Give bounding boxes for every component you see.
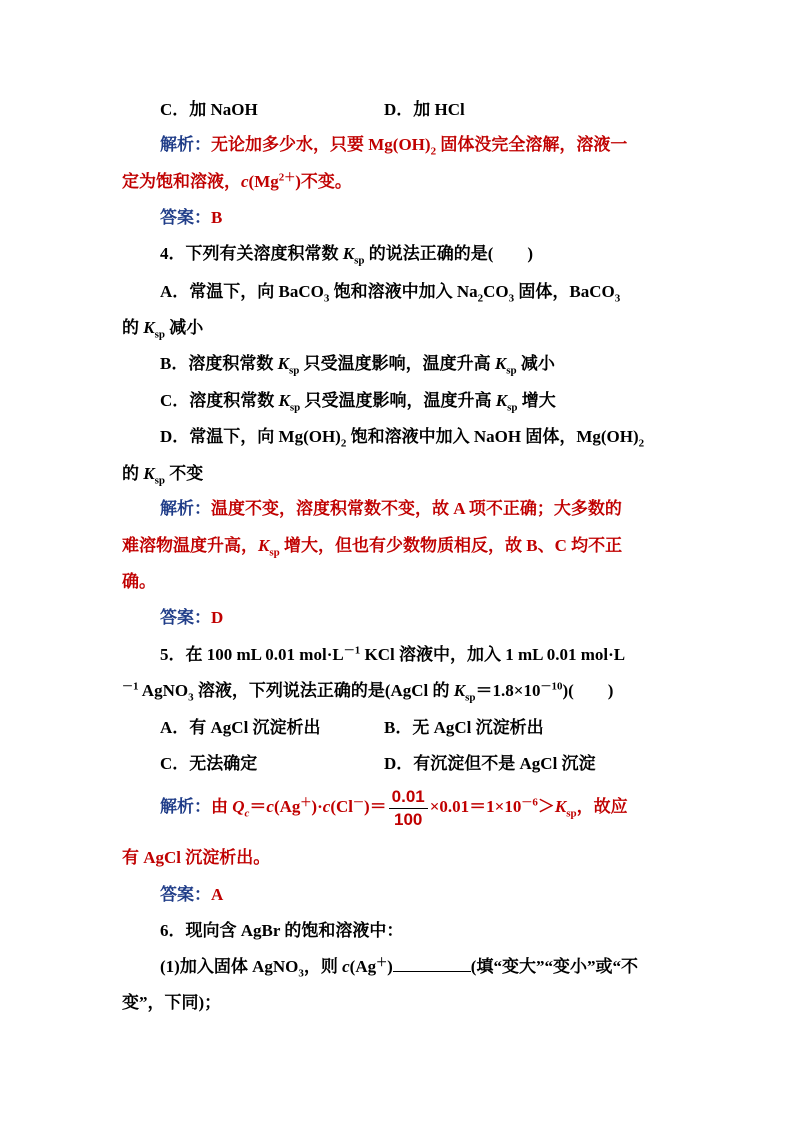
answer-value: B (211, 208, 223, 227)
q4-analysis-line3: 确。 (122, 572, 156, 591)
fraction: $\frac{0.01}{100}$ (389, 786, 428, 831)
q5-answer: 答案：A (160, 885, 224, 904)
q4-analysis-line1: 解析：温度不变，溶度积常数不变，故 A 项不正确；大多数的 (160, 499, 622, 518)
q6-part1-line2: 变”，下同)； (122, 993, 222, 1012)
q6-stem: 6．现向含 AgBr 的饱和溶液中： (160, 921, 404, 940)
q5-analysis-line1: 解析：由 $Q_c=c(Ag^+)\cdot c(Cl^-)=$ $\frac{0.01}{100}$ $\times 0.01=1\times 10^{-6}>K_{sp}$，故应 (160, 786, 628, 829)
q5-stem-line2: $^{-1}$ AgNO$_3$ 溶液，下列说法正确的是(AgCl 的 $K_{sp}=1.8\times 10^{-10}$)( ) (122, 680, 614, 704)
q5-analysis-line2: 有 AgCl 沉淀析出。 (122, 848, 271, 867)
q4-stem: 4．下列有关溶度积常数 $K_{sp}$ 的说法正确的是( ) (160, 244, 534, 267)
q3-option-c: C．加 NaOH (160, 100, 258, 119)
q6-part1-line1: (1)加入固体 AgNO$_3$，则 c(Ag＋) (填“变大”“变小”或“不 (160, 956, 638, 980)
q4-option-a-line2: 的 $K_{sp}$ 减小 (122, 318, 204, 341)
q4-option-a-line1: A．常温下，向 BaCO$_3$ 饱和溶液中加入 $Na_2CO_3$ 固体，BaCO$_3$ (160, 282, 621, 305)
q4-answer: 答案：D (160, 608, 224, 627)
answer-label: 答案： (160, 208, 211, 227)
q5-option-b: B．无 AgCl 沉淀析出 (384, 718, 544, 737)
q4-analysis-line2: 难溶物温度升高，$K_{sp}$ 增大，但也有少数物质相反，故 B、C 均不正 (122, 536, 623, 559)
q3-option-d: D．加 HCl (384, 100, 465, 119)
q5-option-d: D．有沉淀但不是 AgCl 沉淀 (384, 754, 596, 773)
q5-option-a: A．有 AgCl 沉淀析出 (160, 718, 321, 737)
q4-option-b: B．溶度积常数 $K_{sp}$ 只受温度影响，温度升高 $K_{sp}$ 减小 (160, 354, 555, 377)
q4-option-c: C．溶度积常数 $K_{sp}$ 只受温度影响，温度升高 $K_{sp}$ 增大 (160, 391, 556, 414)
q5-option-c: C．无法确定 (160, 754, 258, 773)
q5-stem-line1: 5．在 100 mL 0.01 $mol\cdot L^{-1}$ KCl 溶液中，加入 1 mL 0.01 mol·L (160, 644, 626, 664)
q4-option-d-line2: 的 $K_{sp}$ 不变 (122, 464, 204, 487)
answer-blank[interactable] (393, 957, 471, 972)
q3-answer (160, 206, 222, 230)
q4-option-d-line1: D．常温下，向 $Mg(OH)_2$ 饱和溶液中加入 NaOH 固体，$Mg(OH)_2$ (160, 427, 645, 450)
q3-analysis-line1: 解析：无论加多少水，只要 $Mg(OH)_2$ 固体没完全溶解，溶液一 (160, 135, 628, 158)
q3-analysis-line2: 定为饱和溶液，$c(Mg^{2+})$不变。 (122, 171, 352, 191)
analysis-label: 解析： (160, 135, 211, 154)
